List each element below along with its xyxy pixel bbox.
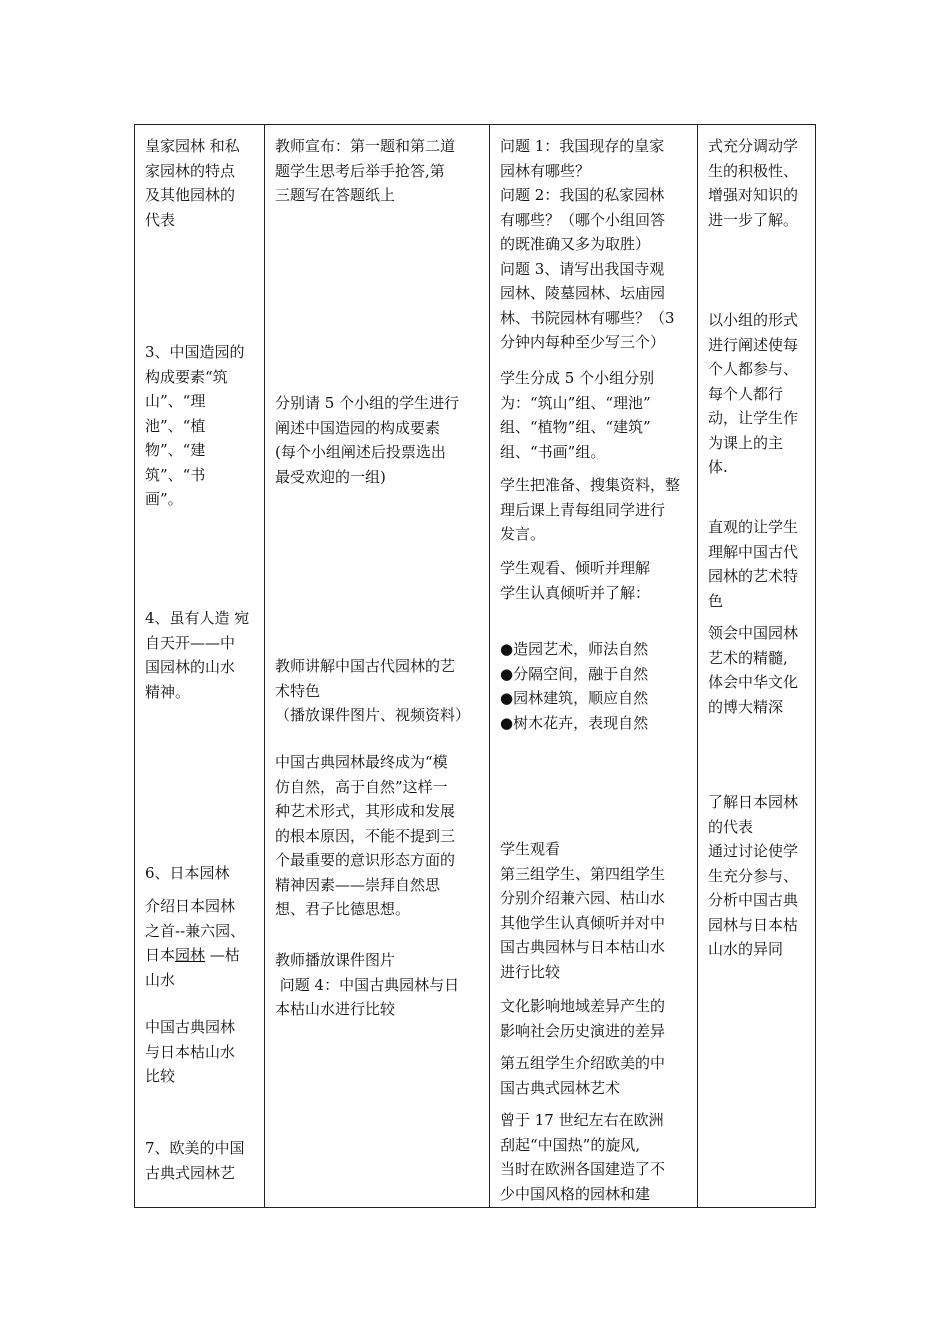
teacher-classical-gardens-text: 中国古典园林最终成为“模 仿自然，高于自然”这样一 种艺术形式，其形成和发展 的根本原因，不能不提到三 个最重要的意识形态方面的 精神因素——崇拜自然思 想、君子比德思想。 xyxy=(275,753,456,918)
topic-4-landscape-spirit: 4、虽有人造 宛 自天开——中 国园林的山水 精神。 xyxy=(145,609,250,701)
student-group-5: 第五组学生介绍欧美的中 国古典式园林艺术 xyxy=(500,1054,666,1097)
culture-influence: 文化影响地域差异产生的 影响社会历史演进的差异 xyxy=(500,997,666,1040)
intent-group-participation: 以小组的形式 进行阐述使每 个人都参与、 每个人都行 动，让学生作 为课上的主 体. xyxy=(708,311,799,476)
student-groups-3-4: 学生观看 第三组学生、第四组学生 分别介绍兼六园、枯山水 其他学生认真倾听并对中 国古典园林与日本枯山水 进行比较 xyxy=(500,840,666,981)
topic-comparison: 中国古典园林 与日本枯山水 比较 xyxy=(145,1018,236,1085)
intent-japanese-comparison: 了解日本园林 的代表 通过讨论使学 生充分参与、 分析中国古典 园林与日本枯 山水的异同 xyxy=(708,793,799,958)
topic-6-japanese-gardens: 6、日本园林 xyxy=(145,864,230,882)
teacher-group-task: 分别请 5 个小组的学生进行 阐述中国造园的构成要素 (每个小组阐述后投票选出 最受欢迎的一组) xyxy=(275,394,460,486)
topic-royal-private-gardens: 皇家园林 和私 家园林的特点 及其他园林的 代表 xyxy=(145,137,240,229)
intent-appreciate-essence: 领会中国园林 艺术的精髓, 体会中华文化 的博大精深 xyxy=(708,624,799,716)
topic-kenrokuen-intro: 介绍日本园林 之首--兼六园、 日本园林 —枯 山水 xyxy=(145,897,246,989)
teacher-explanation: 教师讲解中国古代园林的艺 术特色 （播放课件图片、视频资料） xyxy=(275,657,471,724)
student-groups: 学生分成 5 个小组分别 为：“筑山”组、“理池” 组、“植物”组、“建筑” 组、“书画”组。 xyxy=(500,369,655,461)
student-preparation: 学生把准备、搜集资料，整 理后课上青每组同学进行 发言。 xyxy=(500,476,681,543)
student-questions-1-3: 问题 1：我国现存的皇家 园林有哪些？ 问题 2：我国的私家园林 有哪些？（哪个小组回答 的既准确又多为取胜） 问题 3、请写出我国寺观 园林、陵墓园林、坛庙园 林、书院园林有哪些？（3 分钟内每种至少写三个） xyxy=(500,137,675,351)
content-column xyxy=(135,125,264,1207)
topic-3-garden-elements: 3、中国造园的 构成要素“筑 山”、“理 池”、“植 物”、“建 筑”、“书 画”。 xyxy=(145,343,245,508)
teacher-question-4: 教师播放课件图片 问题 4：中国古典园林与日 本枯山水进行比较 xyxy=(275,951,460,1018)
lesson-plan-table xyxy=(134,124,816,1208)
topic-7-western-chinese-gardens: 7、欧美的中国 古典式园林艺 xyxy=(145,1139,245,1182)
teacher-announcement: 教师宣布：第一题和第二道 题学生思考后举手抢答,第 三题写在答题纸上 xyxy=(275,137,456,204)
student-activity-column xyxy=(490,125,697,1207)
intent-intuitive-understanding: 直观的让学生 理解中国古代 园林的艺术特 色 xyxy=(708,518,799,610)
intent-motivation: 式充分调动学 生的积极性、 增强对知识的 进一步了解。 xyxy=(708,137,799,229)
art-features-list: ●造园艺术，师法自然 ●分隔空间，融于自然 ●园林建筑，顺应自然 ●树木花卉，表现自然 xyxy=(500,640,649,732)
teacher-activity-column xyxy=(265,125,489,1207)
student-watch-listen: 学生观看、倾听并理解 学生认真倾听并了解： xyxy=(500,559,651,602)
design-intent-column xyxy=(698,125,815,1207)
china-craze-text: 曾于 17 世纪左右在欧洲 刮起“中国热”的旋风, 当时在欧洲各国建造了不 少中国风格的园林和建 xyxy=(500,1111,666,1203)
